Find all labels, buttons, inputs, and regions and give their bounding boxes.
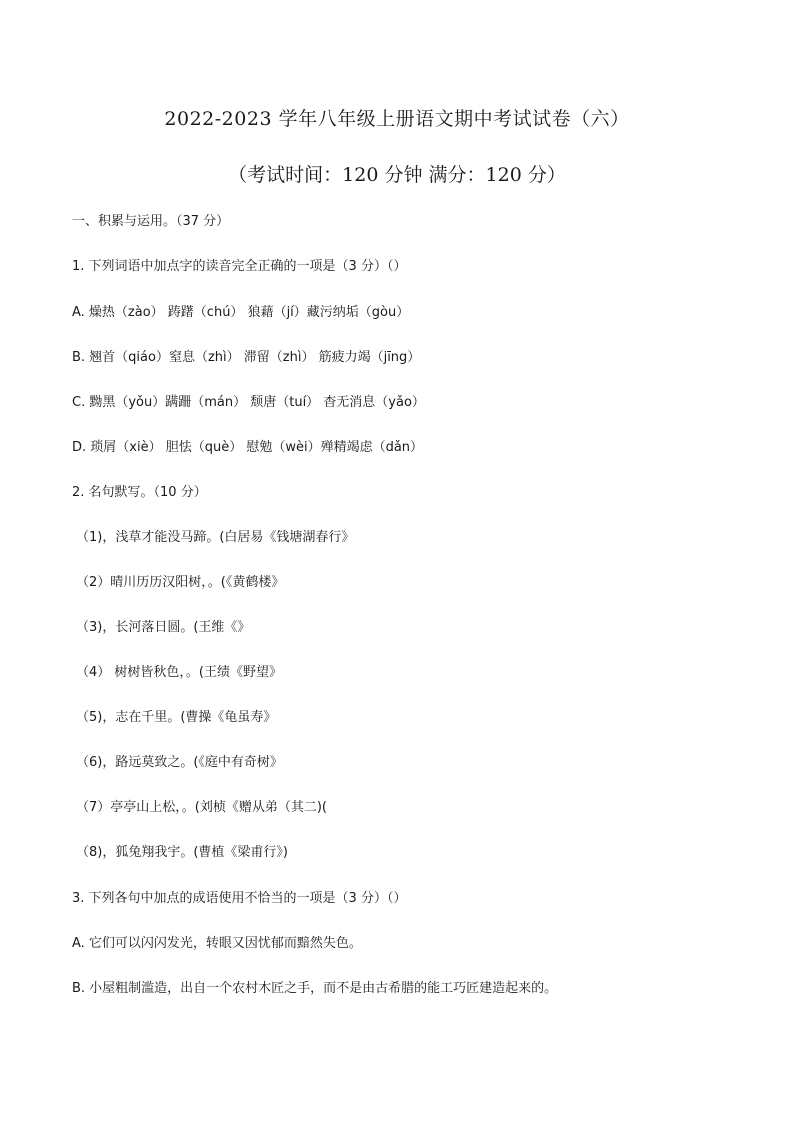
dictation-4: （4） 树树皆秋色，。(王绩《野望》 — [76, 665, 282, 680]
option-1c: C. 黝黑（yǒu）蹒跚（mán） 颓唐（tuí） 杳无消息（yǎo） — [72, 395, 425, 410]
section-heading: 一、积累与运用。（37 分） — [72, 214, 230, 229]
option-1b: B. 翘首（qiáo）窒息（zhì） 滞留（zhì） 筋疲力竭（jīng） — [72, 350, 421, 365]
dictation-6: （6)，路远莫致之。(《庭中有奇树》 — [76, 755, 283, 770]
dictation-5: （5)，志在千里。(曹操《龟虽寿》 — [76, 710, 277, 725]
dictation-1: （1)，浅草才能没马蹄。(白居易《钱塘湖春行》 — [76, 530, 355, 545]
question-1: 1. 下列词语中加点字的读音完全正确的一项是（3 分）（） — [72, 259, 407, 274]
option-3a: A. 它们可以闪闪发光，转眼又因忧郁而黯然失色。 — [72, 936, 362, 951]
question-3: 3. 下列各句中加点的成语使用不恰当的一项是（3 分）（） — [72, 891, 407, 906]
dictation-2: （2）晴川历历汉阳树，。(《黄鹤楼》 — [76, 575, 285, 590]
page-title: 2022-2023 学年八年级上册语文期中考试试卷（六） — [164, 108, 630, 130]
exam-info: （考试时间：120 分钟 满分：120 分） — [228, 164, 566, 186]
question-2: 2. 名句默写。（10 分） — [72, 485, 207, 500]
dictation-8: （8)，狐兔翔我宇。(曹植《梁甫行》) — [76, 845, 288, 860]
option-1a: A. 燥热（zào） 踌躇（chú） 狼藉（jí）藏污纳垢（gòu） — [72, 305, 410, 320]
option-1d: D. 琐屑（xiè） 胆怯（què） 慰勉（wèi）殚精竭虑（dǎn） — [72, 440, 424, 455]
dictation-7: （7）亭亭山上松，。(刘桢《赠从弟（其二)( — [76, 800, 327, 815]
dictation-3: （3)，长河落日圆。(王维《》 — [76, 620, 251, 635]
option-3b: B. 小屋粗制滥造，出自一个农村木匠之手，而不是由古希腊的能工巧匠建造起来的。 — [72, 981, 558, 996]
